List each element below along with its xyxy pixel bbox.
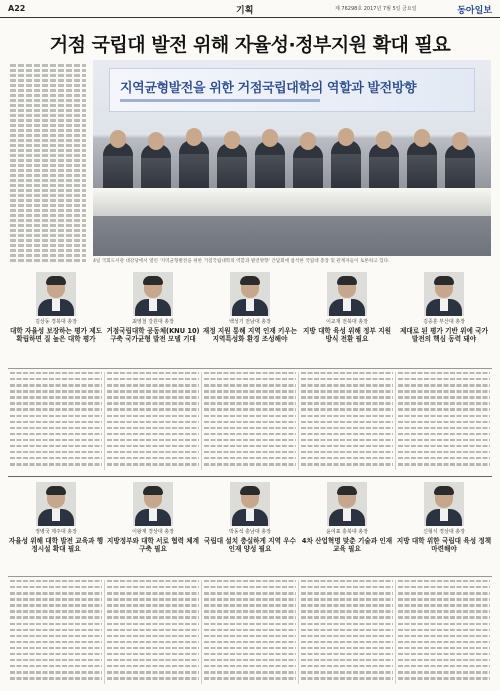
issue-date: 제 76298호 2017년 7월 5일 금요일 <box>335 6 417 12</box>
speaker-quote: 지방정부와 대학 서로 협력 체계 구축 필요 <box>107 537 199 553</box>
page-number: A22 <box>8 4 26 13</box>
speaker-profile <box>8 482 104 555</box>
speaker-quote: 지방 대학 육성 위해 정부 지원 방식 전환 필요 <box>303 327 391 343</box>
article-column <box>301 372 393 470</box>
article-column <box>398 372 490 470</box>
speaker-profile <box>202 272 298 345</box>
article-column <box>107 372 199 470</box>
article-column <box>204 580 296 684</box>
speaker-name: 정병국 제주대 총장 <box>35 529 77 535</box>
speaker-quote: 지방 대학 위한 국립대 육성 정책 마련해야 <box>396 537 492 553</box>
speaker-portrait <box>424 272 464 316</box>
speaker-portrait <box>424 482 464 526</box>
speaker-portrait <box>133 482 173 526</box>
speaker-profile <box>8 272 104 345</box>
speaker-profile <box>105 482 201 555</box>
article-column <box>398 580 490 684</box>
speaker-profile <box>105 272 201 345</box>
speaker-portrait <box>327 482 367 526</box>
speaker-portrait <box>36 482 76 526</box>
speaker-name: 이교재 전북대 총장 <box>326 319 368 325</box>
speaker-profile <box>396 272 492 345</box>
speaker-profile <box>299 482 395 555</box>
speaker-quote: 대학 자율성 보장하는 평가 제도 확립하면 질 높은 대학 평가 <box>10 327 102 343</box>
speaker-name: 윤여표 충북대 총장 <box>326 529 368 535</box>
photo-banner <box>109 68 475 112</box>
speaker-quote: 제대로 된 평가 기반 위에 국가 발전의 핵심 동력 돼야 <box>400 327 488 343</box>
speaker-quote: 4차 산업혁명 맞춘 기술과 인재 교육 필요 <box>301 537 393 553</box>
page-header <box>0 0 500 18</box>
photo-caption: 4일 국회도서관 대강당에서 열린 '지역균형발전을 위한 거점국립대학의 역할과 발전방향' 간담회에 참석한 국립대 총장 및 관계자들이 토론하고 있다. <box>93 259 390 264</box>
speaker-name: 신형식 경상대 총장 <box>423 529 465 535</box>
speaker-quote: 재정 지원 통해 지역 인재 키우는 지역특성화 환경 조성해야 <box>202 327 298 343</box>
speaker-name: 최영철 강원대 총장 <box>132 319 174 325</box>
speaker-quote: 자율성 위해 대학 발전 교육과 행정시설 확대 필요 <box>8 537 104 553</box>
article-column <box>10 580 102 684</box>
article-column <box>301 580 393 684</box>
speaker-portrait <box>36 272 76 316</box>
speaker-name: 김상동 경북대 총장 <box>35 319 77 325</box>
speaker-quote: 국립대 설치 충실하게 지역 우수 인재 양성 필요 <box>204 537 296 553</box>
speaker-profile <box>396 482 492 555</box>
section-label: 기획 <box>236 6 254 16</box>
article-column <box>107 580 199 684</box>
lead-text-column <box>10 62 86 304</box>
headline: 거점 국립대 발전 위해 자율성·정부지원 확대 필요 <box>49 34 451 56</box>
speaker-portrait <box>133 272 173 316</box>
speaker-profile <box>202 482 298 555</box>
speaker-profile <box>299 272 395 345</box>
photo-banner-title: 지역균형발전을 위한 거점국립대학의 역할과 발전방향 <box>120 81 417 96</box>
speaker-name: 박동석 충남대 총장 <box>229 529 271 535</box>
forum-photo <box>93 60 491 256</box>
speaker-portrait <box>230 272 270 316</box>
speaker-quote: 거점국립대학 공동체(KNU 10) 구축 국가균형 발전 모델 기대 <box>106 327 200 343</box>
speaker-portrait <box>327 272 367 316</box>
speakers-row-1 <box>8 272 492 472</box>
speaker-name: 이왕재 경상대 총장 <box>132 529 174 535</box>
speaker-name: 김종훈 부산대 총장 <box>423 319 465 325</box>
speakers-row-2 <box>8 476 492 688</box>
article-column <box>10 372 102 470</box>
article-column <box>204 372 296 470</box>
speaker-name: 백성기 전남대 총장 <box>229 319 271 325</box>
newspaper-logo: 동아일보 <box>457 6 492 16</box>
speaker-portrait <box>230 482 270 526</box>
